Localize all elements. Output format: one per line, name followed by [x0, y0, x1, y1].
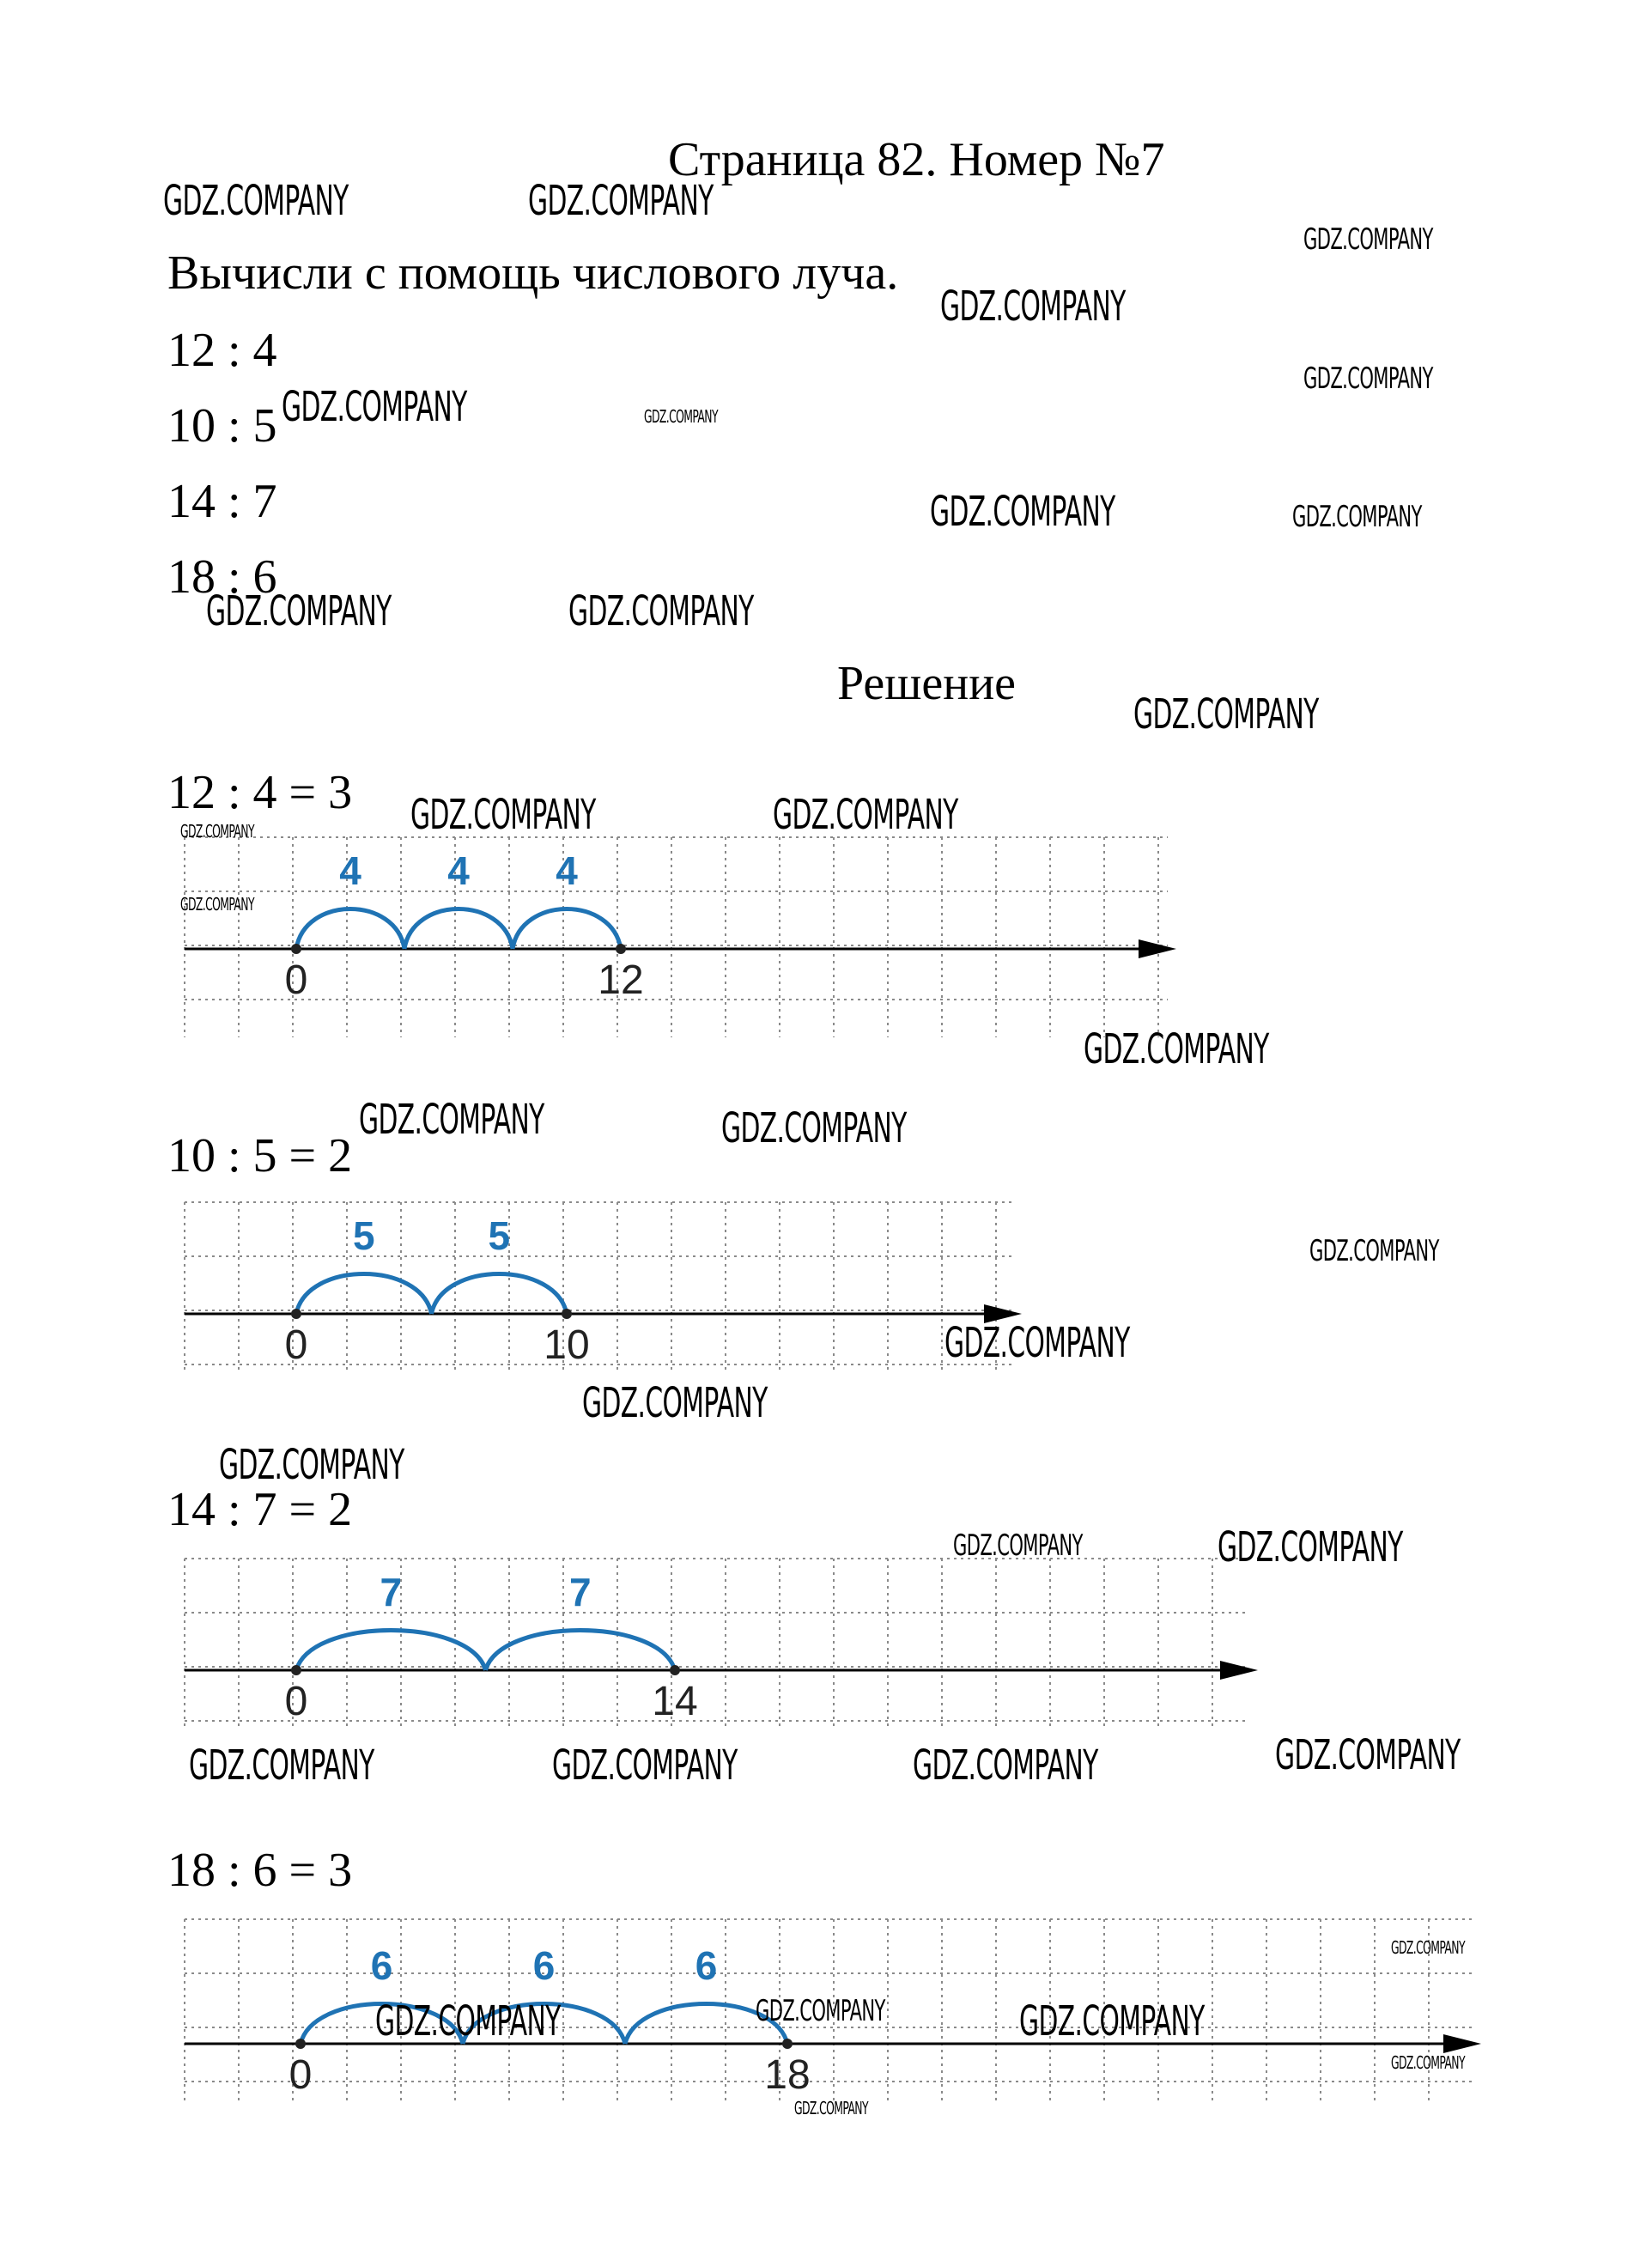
watermark: GDZ.COMPANY — [1275, 1731, 1461, 1779]
watermark: GDZ.COMPANY — [189, 1741, 374, 1790]
watermark: GDZ.COMPANY — [219, 1441, 404, 1489]
watermark: GDZ.COMPANY — [1391, 2052, 1465, 2073]
watermark: GDZ.COMPANY — [1391, 1937, 1465, 1958]
watermark: GDZ.COMPANY — [1303, 362, 1433, 396]
watermark: GDZ.COMPANY — [944, 1319, 1130, 1367]
end-label: 14 — [652, 1679, 698, 1724]
axis-arrow — [1443, 2034, 1481, 2053]
task-item-4: 18 : 6 — [167, 550, 277, 604]
answer-2: 10 : 5 = 2 — [167, 1129, 353, 1182]
task-prompt: Вычисли с помощь числового луча. — [167, 246, 899, 300]
end-label: 10 — [544, 1322, 590, 1368]
jump-label: 5 — [352, 1213, 375, 1258]
start-label: 0 — [284, 957, 308, 1003]
answer-3: 14 : 7 = 2 — [167, 1483, 353, 1536]
watermark: GDZ.COMPANY — [1292, 500, 1422, 534]
jump-label: 5 — [488, 1213, 511, 1258]
jump-label: 7 — [380, 1570, 403, 1614]
task-item-2: 10 : 5 — [167, 399, 277, 453]
start-label: 0 — [284, 1322, 308, 1368]
watermark: GDZ.COMPANY — [180, 894, 254, 915]
watermark: GDZ.COMPANY — [552, 1741, 738, 1790]
watermark: GDZ.COMPANY — [410, 791, 596, 839]
watermark: GDZ.COMPANY — [1303, 222, 1433, 257]
watermark: GDZ.COMPANY — [180, 821, 254, 842]
jump-label: 4 — [556, 848, 578, 893]
watermark: GDZ.COMPANY — [163, 177, 349, 225]
watermark: GDZ.COMPANY — [913, 1741, 1098, 1790]
watermark: GDZ.COMPANY — [528, 177, 714, 225]
jump-label: 4 — [339, 848, 361, 893]
watermark: GDZ.COMPANY — [930, 488, 1115, 536]
watermark: GDZ.COMPANY — [1218, 1523, 1403, 1571]
watermark: GDZ.COMPANY — [282, 383, 467, 431]
watermark: GDZ.COMPANY — [206, 587, 392, 635]
jump-label: 6 — [695, 1943, 718, 1988]
solution-heading: Решение — [837, 657, 1017, 710]
zero-point — [295, 2039, 306, 2049]
watermark: GDZ.COMPANY — [582, 1379, 768, 1427]
answer-4: 18 : 6 = 3 — [167, 1844, 353, 1897]
page-title: Страница 82. Номер №7 — [668, 133, 1165, 186]
task-item-1: 12 : 4 — [167, 324, 277, 377]
jump-label: 7 — [568, 1570, 592, 1614]
watermark: GDZ.COMPANY — [794, 2098, 868, 2118]
watermark: GDZ.COMPANY — [568, 587, 754, 635]
jump-label: 4 — [447, 848, 470, 893]
watermark: GDZ.COMPANY — [721, 1104, 907, 1152]
watermark: GDZ.COMPANY — [953, 1529, 1083, 1563]
watermark: GDZ.COMPANY — [940, 283, 1126, 331]
answer-1: 12 : 4 = 3 — [167, 766, 353, 819]
watermark: GDZ.COMPANY — [773, 791, 958, 839]
end-label: 18 — [764, 2052, 811, 2098]
task-item-3: 14 : 7 — [167, 475, 277, 528]
end-point — [782, 2039, 793, 2049]
watermark: GDZ.COMPANY — [644, 406, 718, 427]
start-label: 0 — [288, 2052, 313, 2098]
watermark: GDZ.COMPANY — [1019, 1997, 1205, 2045]
start-label: 0 — [284, 1679, 308, 1724]
jump-label: 6 — [532, 1943, 556, 1988]
watermark: GDZ.COMPANY — [375, 1997, 561, 2045]
end-label: 12 — [598, 957, 644, 1003]
watermark: GDZ.COMPANY — [1133, 690, 1319, 738]
watermark: GDZ.COMPANY — [756, 1994, 885, 2028]
jump-label: 6 — [370, 1943, 393, 1988]
watermark: GDZ.COMPANY — [1309, 1234, 1439, 1268]
watermark: GDZ.COMPANY — [359, 1096, 544, 1144]
watermark: GDZ.COMPANY — [1084, 1025, 1269, 1073]
